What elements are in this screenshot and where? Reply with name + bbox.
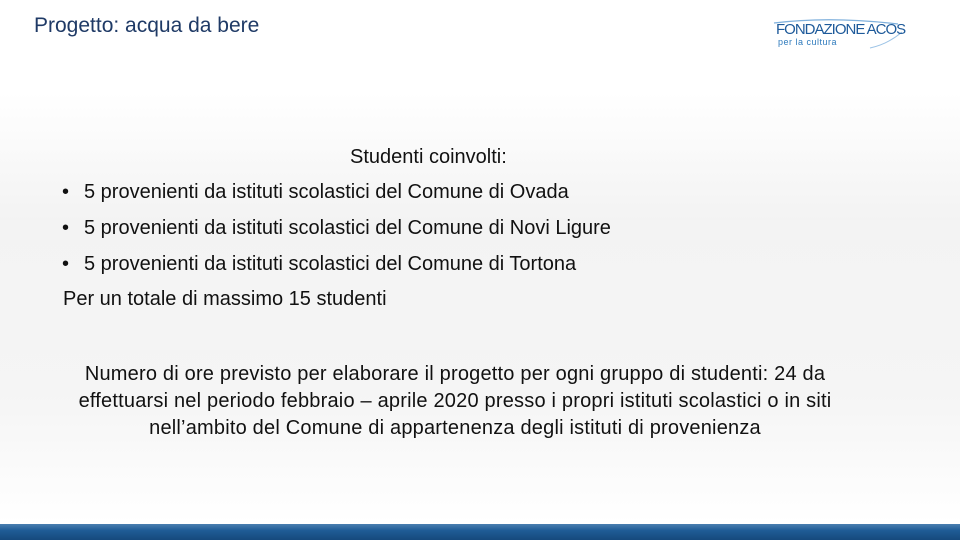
- list-item-text: 5 provenienti da istituti scolastici del Comune di Ovada: [84, 181, 569, 203]
- bullet-dot: •: [62, 181, 70, 203]
- list-item: [62, 252, 611, 288]
- list-item-text: 5 provenienti da istituti scolastici del Comune di Novi Ligure: [84, 217, 611, 239]
- logo-name: FONDAZIONE ACOS: [776, 21, 906, 38]
- slide-title: Progetto: acqua da bere: [34, 14, 260, 37]
- hours-paragraph: Numero di ore previsto per elaborare il progetto per ogni gruppo di studenti: 24 da effettuarsi nel periodo febbraio – aprile 2020 presso i propri istituti scolastici o in siti nell’ambito del Comune di appartenenza degli istituti di provenienza: [78, 363, 832, 439]
- footer-bar: [0, 524, 960, 540]
- logo-tagline: per la cultura: [778, 37, 838, 47]
- total-students: Per un totale di massimo 15 studenti: [63, 288, 387, 310]
- bullet-dot: •: [62, 253, 70, 275]
- list-item: [62, 180, 611, 216]
- fondazione-acos-logo: [770, 18, 906, 52]
- list-item: [62, 216, 611, 252]
- bullet-dot: •: [62, 217, 70, 239]
- list-item-text: 5 provenienti da istituti scolastici del Comune di Tortona: [84, 253, 577, 275]
- students-heading: Studenti coinvolti:: [350, 146, 507, 168]
- students-list: [62, 180, 611, 288]
